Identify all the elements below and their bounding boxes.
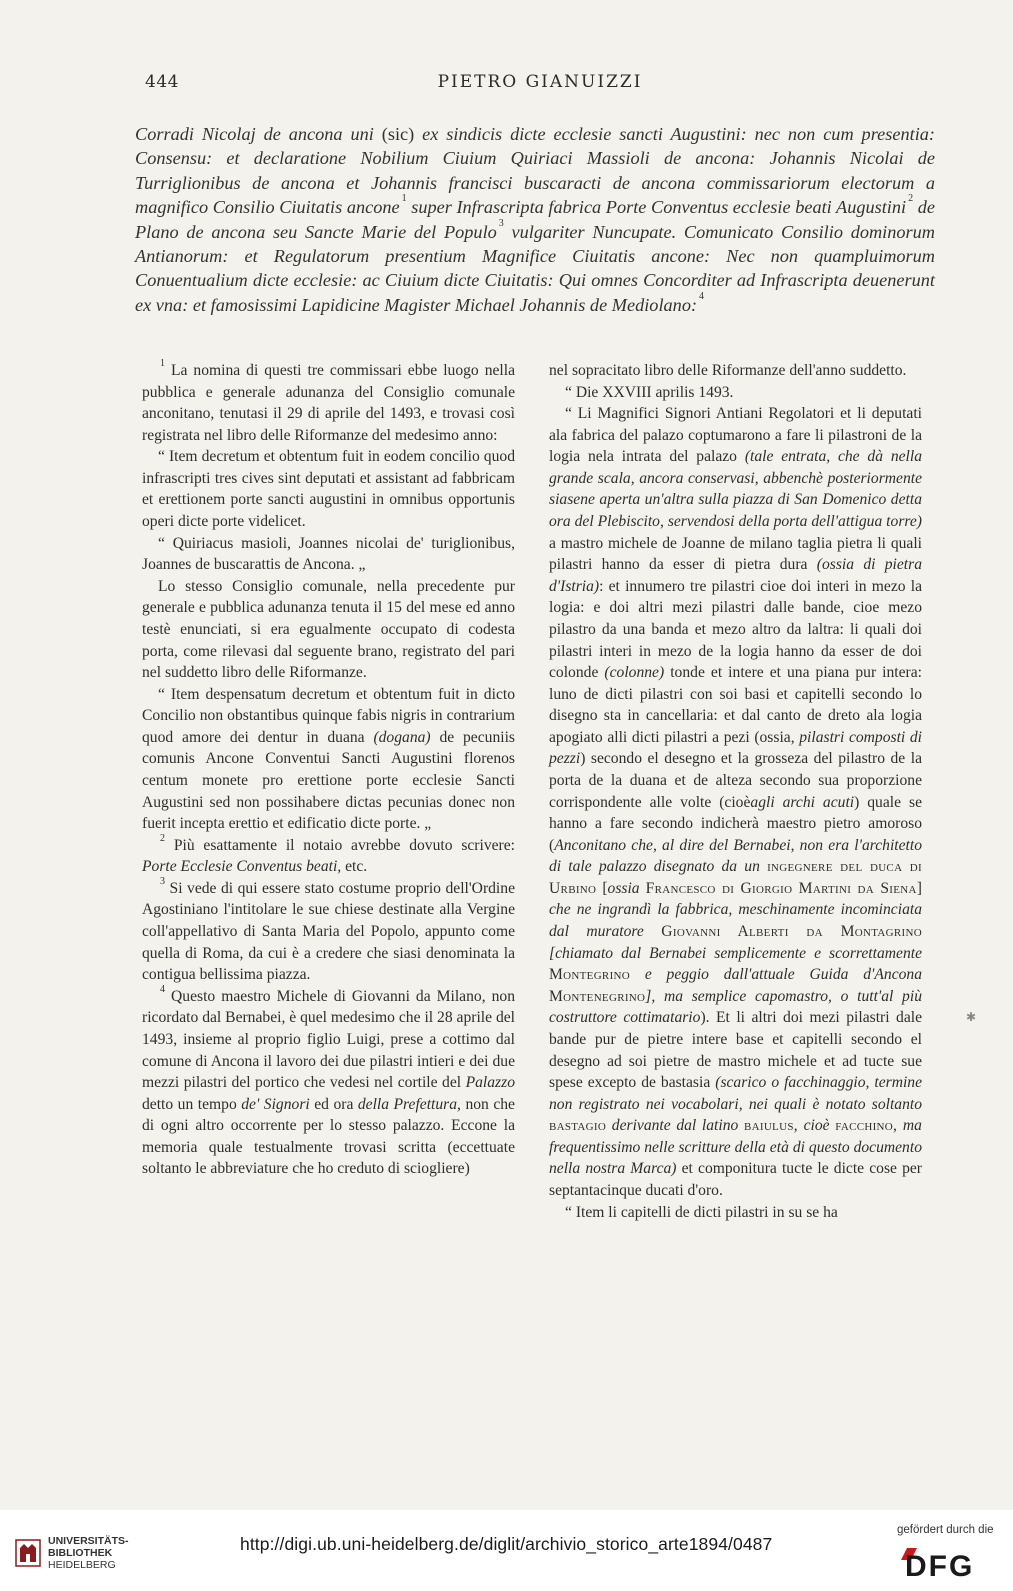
quote-3-a: “ Item despensatum decretum et obtentum fuit in dicto Concilio non obstantibus quinque fabis nigris in contrarium quod amore dei dentur in duana bbox=[142, 685, 515, 746]
intro-text-5: de Plano de ancona seu Sancte Marie del Populo bbox=[135, 197, 935, 242]
uni-line-1: UNIVERSITÄTS- bbox=[48, 1535, 129, 1547]
footnote-ref-1[interactable]: 1 bbox=[401, 193, 407, 205]
dfg-funding[interactable] bbox=[893, 1524, 1003, 1584]
r3i: ) secondo el desegno et la grosseza del pilastro de la porta de la duana et de alteza secondo sua proporzione corrispondente alle volte (cioè bbox=[549, 750, 922, 811]
r3n: [ bbox=[602, 879, 608, 897]
footnote-ref-4[interactable]: 4 bbox=[699, 290, 705, 302]
footnote-2-b: Porte Ecclesie Conventus beati, bbox=[142, 858, 342, 876]
r3ae: facchino, bbox=[835, 1117, 898, 1135]
intro-text-3: ex sindicis dicte ecclesie sancti Augustini: nec non cum presentia: Consensu: et declaratione Nobilium Ciuium Quiriaci Massioli de ancona: Johannis Nicolai de Turriglionibus de ancona et Johannis francisci buscaracti de ancona commissariorum electorum a magnifico Consilio Ciuitatis ancone bbox=[135, 124, 936, 218]
quote-3-c: de pecuniis comunis Ancone Conventui Sancti Augustini florenos centum monete pro erettione porte ecclesie Sancti Augustini sed non possihabere dictas pecunias donec non fuerit incepta erettio et edificatio dicte porte. „ bbox=[142, 728, 515, 833]
r3e: : et innumero tre pilastri cioe doi interi in mezo la logia: e doi altri mezi pilastri dalle bande, cioe mezo pilastro da una banda et mezo altro da laltra: li quali doi pilastri interi in mezo de la logia hanno da esser de doi colonde bbox=[549, 577, 922, 682]
right-para-date: “ Die XXVIII aprilis 1493. bbox=[565, 383, 734, 401]
university-library-logo[interactable] bbox=[14, 1532, 132, 1572]
footnote-4-c: detto un tempo bbox=[142, 1095, 237, 1113]
r3o: ossia bbox=[607, 879, 640, 897]
r3aa: bastagio bbox=[549, 1117, 607, 1135]
r3p: Francesco di Giorgio Martini da Siena bbox=[645, 879, 917, 897]
r3t: [chiamato dal Bernabei semplicemente e scorrettamente bbox=[549, 944, 922, 962]
university-library-name bbox=[48, 1535, 129, 1571]
r3l: Anconitano che, al dire del Bernabei, non era l'architetto di tale palazzo disegnato da un bbox=[549, 836, 922, 876]
r3c: a mastro michele de Joanne de milano taglia pietra li quali pilastri hanno da esser di pietra dura bbox=[549, 534, 922, 574]
right-column bbox=[549, 360, 922, 1223]
r3d: (ossia di pietra d'Istria) bbox=[549, 556, 922, 595]
uni-line-2: BIBLIOTHEK bbox=[48, 1547, 113, 1559]
footnote-4-b: Palazzo bbox=[465, 1074, 515, 1092]
quote-3-b: (dogana) bbox=[373, 728, 431, 746]
page-header bbox=[145, 72, 935, 98]
ink-mark: ✱ bbox=[966, 1010, 977, 1024]
r3u: Montegrino bbox=[549, 966, 631, 984]
uni-line-3: HEIDELBERG bbox=[48, 1559, 116, 1571]
footnote-4-a: Questo maestro Michele di Giovanni da Milano, non ricordato dal Bernabei, è quel medesimo che il 28 aprile del 1493, insieme al proprio figlio Luigi, prese a cottimo dal comune di Ancona il lavoro dei due pilastri intieri e dei due mezzi pilastri del portico che vedesi nel cortile del bbox=[142, 987, 516, 1092]
r3ab: derivante dal latino bbox=[611, 1117, 739, 1135]
footnote-1-text: La nomina di questi tre commissari ebbe luogo nella pubblica e generale adunanza del Consiglio comunale anconitano, tenutasi il 29 di aprile del 1493, e trovasi così registrata nel libro delle Riformanze del medesimo anno: bbox=[142, 362, 515, 444]
footnote-ref-3[interactable]: 3 bbox=[498, 217, 504, 229]
page-number: 444 bbox=[145, 72, 179, 92]
right-para-last: “ Item li capitelli de dicti pilastri in su se ha bbox=[565, 1203, 838, 1221]
footnote-1 bbox=[142, 360, 515, 446]
r3r: che ne ingrandì la fabbrica, meschinamente incominciata dal muratore bbox=[549, 901, 922, 941]
footnote-4-g: non che di ogni altro occorrente per lo stesso palazzo. Eccone la memoria quale testualmente trovasi scritta (eccettuate soltanto le abbreviature che ho creduto di sciogliere) bbox=[142, 1095, 515, 1178]
footnote-4-mark: 4 bbox=[160, 983, 165, 995]
r3k: ) quale se hanno a fare secondo indicherà maestro pietro amoroso ( bbox=[549, 793, 922, 854]
heidelberg-emblem-icon bbox=[14, 1538, 42, 1568]
r3y: ). Et li altri doi mezi pilastri dale bande pur de pietre intere base et capitelli secondo el desegno ad soi pietre de mastro michele et ad tucte sue spese excepto de bastasia bbox=[549, 1009, 922, 1092]
r3m: ingegnere del duca di Urbino bbox=[549, 858, 922, 897]
r3x: ], ma semplice capomastro, o tutt'al più costruttore cottimatario bbox=[549, 987, 922, 1027]
footnote-4-f: della Prefettura, bbox=[357, 1095, 461, 1113]
r3v: e peggio dall'attuale Guida d'Ancona bbox=[644, 966, 922, 984]
intro-paragraph bbox=[135, 122, 935, 317]
intro-text-4: super Infrascripta fabrica Porte Conventus ecclesie beati Augustini bbox=[411, 197, 907, 218]
r3z: (scarico o facchinaggio, termine non registrato nei vocabolari, nei quali è notato soltanto bbox=[549, 1074, 923, 1113]
footnote-1-mark: 1 bbox=[160, 358, 165, 369]
r3b: (tale entrata, che dà nella grande scala, ancora conservasi, abbenchè posteriormente siasene aperta un'altra sulla piazza di San Domenico detta ora del Plebiscito, servendosi della porta dell'attigua torre) bbox=[549, 448, 922, 531]
dfg-logo-icon bbox=[897, 1540, 993, 1580]
left-column bbox=[142, 360, 515, 1180]
footnote-3 bbox=[142, 875, 515, 986]
quote-1: “ Item decretum et obtentum fuit in eodem concilio quod infrascripti tres cives sint deputati et assistant ad fabbricam et erettionem porte sancti augustini in omnibus opportunis operi dicte porte videlicet. bbox=[142, 448, 515, 531]
r3ad: cioè bbox=[803, 1117, 830, 1135]
intro-text-6: vulgariter Nuncupate. Comunicato Consilio dominorum Antianorum: et Regulatorum presentium Magnifice Ciuitatis ancone: Nec non quampluimorum Conuentualium dicte ecclesie: ac Ciuium dicte Ciuitatis: Qui omnes Concorditer ad Infrascripta deuenerunt ex vna: et famosissimi Lapidicine Magister Michael Johannis de Mediolano: bbox=[135, 221, 935, 315]
r3a: “ Li Magnifici Signori Antiani Regolatori et li deputati ala fabrica del palazo coptumarono a fare li pilastroni de la logia nela intrata del palazo bbox=[549, 405, 922, 466]
viewer-footer bbox=[0, 1510, 1013, 1591]
quote-3 bbox=[142, 684, 515, 835]
r3h: pilastri composti di pezzi bbox=[549, 728, 923, 768]
footnote-2-c: etc. bbox=[345, 858, 368, 876]
intro-text-1: Corradi Nicolaj de ancona uni bbox=[135, 124, 374, 144]
r3q: ] bbox=[916, 879, 922, 897]
r3f: (colonne) bbox=[604, 664, 665, 682]
r3g: tonde et intere et una piana pur intera: luno de dicti pilastri con soi basi et capitelli secondo lo disegno sta in cancellaria: et dal canto de dreto ala logia apogiato alli dicti pilastri a pezi (ossia, bbox=[549, 664, 923, 746]
footnote-4-e: ed ora bbox=[314, 1095, 354, 1113]
footnote-3-text: Si vede di qui essere stato costume proprio dell'Ordine Agostiniano l'intitolare le sue chiese destinate alla Vergine coll'appellativo di Santa Maria del Popolo, appunto come quella di Roma, da cui è a credere che siasi denominata la contigua bellissima piazza. bbox=[142, 879, 515, 984]
footnote-2-a: Più esattamente il notaio avrebbe dovuto scrivere: bbox=[173, 836, 515, 854]
r3s: Giovanni Alberti da Montagrino bbox=[661, 923, 923, 941]
running-title: PIETRO GIANUIZZI bbox=[437, 72, 643, 92]
footnote-2-mark: 2 bbox=[160, 832, 165, 844]
footnote-2 bbox=[142, 832, 515, 878]
r3ac: baiulus, bbox=[743, 1117, 798, 1135]
footnote-4-d: de' Signori bbox=[241, 1095, 310, 1113]
dfg-wordmark: DFG bbox=[905, 1550, 975, 1580]
footnote-ref-2[interactable]: 2 bbox=[908, 193, 914, 205]
intro-sic: (sic) bbox=[381, 124, 415, 144]
quote-2: “ Quiriacus masioli, Joannes nicolai de' turiglionibus, Joannes de buscarattis de Ancona. „ bbox=[142, 534, 515, 574]
right-para-main bbox=[549, 403, 922, 1201]
permalink-url[interactable]: http://digi.ub.uni-heidelberg.de/diglit/archivio_storico_arte1894/0487 bbox=[240, 1534, 773, 1554]
r3w: Montenegrino bbox=[549, 987, 646, 1005]
r3ag: et componitura tucte le dicte cose per septantacinque ducati d'oro. bbox=[549, 1160, 922, 1199]
paragraph-consiglio: Lo stesso Consiglio comunale, nella precedente pur generale e pubblica adunanza tenuta il 15 del mese ed anno testè enunciati, si era egualmente occupato di codesta porta, come rilevasi dal seguente brano, registrato del pari nel suddetto libro delle Riformanze. bbox=[142, 577, 515, 682]
footnote-4 bbox=[142, 983, 516, 1180]
right-para-1: nel sopracitato libro delle Riformanze dell'anno suddetto. bbox=[549, 362, 907, 379]
r3af: ma frequentissimo nelle scritture della età di questo documento nella nostra Marca) bbox=[549, 1117, 922, 1178]
funded-by-label: gefördert durch die bbox=[897, 1524, 994, 1536]
r3j: agli archi acuti bbox=[750, 793, 855, 811]
footnote-3-mark: 3 bbox=[160, 875, 165, 887]
